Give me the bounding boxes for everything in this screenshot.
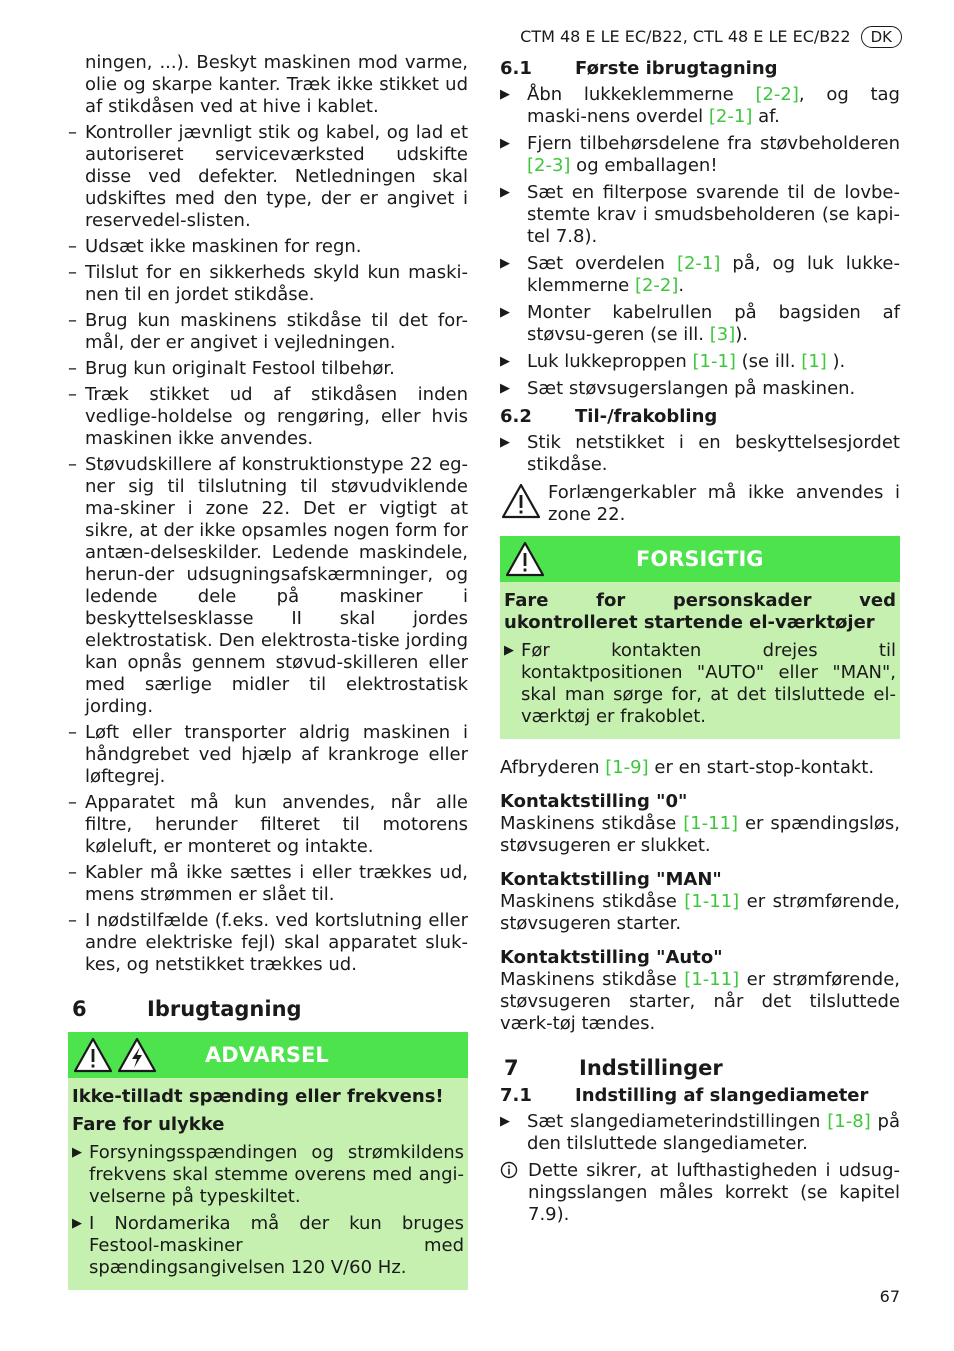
switch-position-0-text: Maskinens stikdåse [1-11] er spændingsløs, støvsugeren er slukket. — [500, 813, 900, 856]
caution-list — [504, 640, 896, 728]
switch-steps — [500, 432, 900, 476]
section-number: 6.1 — [500, 58, 532, 79]
warning-list — [72, 1142, 464, 1279]
list-item: ▶ Sæt støvsugerslangen på maskinen. — [500, 378, 900, 400]
list-item: – Tilslut for en sikkerheds skyld kun maski-nen til en jordet stikdåse. — [68, 262, 468, 306]
section-number: 6 — [72, 997, 87, 1021]
warning-triangle-icon — [504, 540, 546, 578]
list-item: – Brug kun maskinens stikdåse til det for-mål, der er angivet i vejledningen. — [68, 310, 468, 354]
switch-position-man-heading: Kontaktstilling "MAN" — [500, 869, 722, 890]
warning-triangle-icon — [72, 1036, 114, 1074]
first-use-steps — [500, 84, 900, 400]
warning-label: ADVARSEL — [205, 1043, 329, 1067]
list-item: ▶ Sæt overdelen [2-1] på, og luk lukke-klemmerne [2-2]. — [500, 253, 900, 297]
list-item: – Udsæt ikke maskinen for regn. — [68, 236, 468, 258]
section-number: 7.1 — [500, 1085, 532, 1106]
section-title: Indstillinger — [579, 1056, 723, 1080]
section-title: Til-/frakobling — [575, 406, 718, 427]
page-header — [520, 26, 902, 48]
list-item: ▶ I Nordamerika må der kun bruges Festool-maskiner med spændingsangivelsen 120 V/60 Hz. — [72, 1213, 464, 1279]
switch-position-0-heading: Kontaktstilling "0" — [500, 791, 688, 812]
warning-triangle-icon — [500, 482, 542, 520]
continuation-text: ningen, ...). Beskyt maskinen mod varme, olie og skarpe kanter. Træk ikke stikket ud af stikdåsen ved at hive i kablet. — [85, 52, 468, 117]
electric-hazard-icon — [116, 1036, 158, 1074]
warning-header — [68, 1032, 468, 1078]
warning-box — [68, 1032, 468, 1290]
section-number: 6.2 — [500, 406, 532, 427]
safety-list — [68, 122, 468, 976]
list-item: ▶ Stik netstikket i en beskyttelsesjordet stikdåse. — [500, 432, 900, 476]
caution-body — [500, 582, 900, 739]
list-item: – I nødstilfælde (f.eks. ved kortslutning eller andre elektriske fejl) skal apparatet sluk-kes, og netstikket trækkes ud. — [68, 910, 468, 976]
list-item: – Løft eller transporter aldrig maskinen i håndgrebet ved hjælp af krankroge eller løftegrej. — [68, 722, 468, 788]
left-column — [68, 52, 468, 1290]
info-note — [500, 1160, 900, 1226]
caution-title: Fare for personskader ved ukontrolleret startende el-værktøjer — [504, 590, 896, 633]
section-6-heading — [68, 996, 468, 1022]
zone-note — [500, 482, 900, 526]
list-item: ▶ Forsyningsspændingen og strømkildens frekvens skal stemme overens med angi-velserne på typeskiltet. — [72, 1142, 464, 1208]
section-title: Første ibrugtagning — [575, 58, 778, 79]
list-item: ▶ Monter kabelrullen på bagsiden af støvsu-geren (se ill. [3]). — [500, 302, 900, 346]
section-6-2-heading — [500, 406, 900, 428]
right-column — [500, 52, 900, 1226]
list-item: ▶ Fjern tilbehørsdelene fra støvbeholderen [2-3] og emballagen! — [500, 133, 900, 177]
caution-box — [500, 536, 900, 739]
list-item: ▶ Åbn lukkeklemmerne [2-2], og tag maski-nens overdel [2-1] af. — [500, 84, 900, 128]
caution-header — [500, 536, 900, 582]
section-title: Ibrugtagning — [147, 997, 302, 1021]
model-name: CTM 48 E LE EC/B22, CTL 48 E LE EC/B22 — [520, 27, 851, 46]
caution-label: FORSIGTIG — [636, 547, 764, 571]
list-item: – Støvudskillere af konstruktionstype 22 eg-ner sig til tilslutning til støvudviklende ma-skiner i zone 22. Det er vigtigt at sikre, at der ikke opsamles nogen form for antæn-delseskilder. Ledende maskindele, herun-der udsugningsafskærmninger, og ledende dele på maskiner i beskyttelsesklasse II skal jordes elektrostatisk. Den elektrosta-tiske jording kan opnås gennem støvud-skilleren eller med særlige midler til elektrostatisk jording. — [68, 454, 468, 718]
switch-position-man-text: Maskinens stikdåse [1-11] er strømførende, støvsugeren starter. — [500, 891, 901, 934]
info-icon — [500, 1160, 520, 1180]
section-title: Indstilling af slangediameter — [575, 1085, 869, 1106]
list-item: ▶ Sæt slangediameterindstillingen [1-8] på den tilsluttede slangediameter. — [500, 1111, 900, 1155]
note-text: Forlængerkabler må ikke anvendes i zone 22. — [548, 482, 900, 525]
warning-body — [68, 1078, 468, 1290]
list-item: – Kontroller jævnligt stik og kabel, og lad et autoriseret serviceværksted udskifte disse ved defekter. Netledningen skal udskiftes med den type, der er angivet i reservedel-slisten. — [68, 122, 468, 232]
language-badge: DK — [861, 26, 902, 48]
section-6-1-heading — [500, 58, 900, 80]
list-item: ▶ Luk lukkeproppen [1-1] (se ill. [1] ). — [500, 351, 900, 373]
warning-subtitle: Fare for ulykke — [72, 1114, 225, 1135]
section-7-heading — [500, 1055, 900, 1081]
info-text: Dette sikrer, at lufthastigheden i udsug-ningsslangen måles korrekt (se kapitel 7.9). — [528, 1160, 900, 1225]
list-item: ▶ Før kontakten drejes til kontaktpositionen "AUTO" eller "MAN", skal man sørge for, at det tilsluttede el-værktøj er frakoblet. — [504, 640, 896, 728]
list-item: – Træk stikket ud af stikdåsen inden vedlige-holdelse og rengøring, eller hvis maskinen ikke anvendes. — [68, 384, 468, 450]
section-7-1-heading — [500, 1085, 900, 1107]
section-number: 7 — [504, 1056, 519, 1080]
page-number: 67 — [879, 1287, 900, 1306]
switch-position-auto-heading: Kontaktstilling "Auto" — [500, 947, 723, 968]
list-item: – Brug kun originalt Festool tilbehør. — [68, 358, 468, 380]
switch-position-auto-text: Maskinens stikdåse [1-11] er strømførende, støvsugeren starter, når det tilsluttede værk-tøj tændes. — [500, 969, 901, 1034]
list-item: ▶ Sæt en filterpose svarende til de lovbe-stemte krav i smudsbeholderen (se kapi-tel 7.8). — [500, 182, 900, 248]
hose-steps — [500, 1111, 900, 1155]
list-item: – Apparatet må kun anvendes, når alle filtre, herunder filteret til motorens køleluft, er monteret og intakte. — [68, 792, 468, 858]
switch-description: Afbryderen [1-9] er en start-stop-kontakt. — [500, 757, 875, 778]
warning-title: Ikke-tilladt spænding eller frekvens! — [72, 1086, 444, 1107]
list-item: – Kabler må ikke sættes i eller trækkes ud, mens strømmen er slået til. — [68, 862, 468, 906]
